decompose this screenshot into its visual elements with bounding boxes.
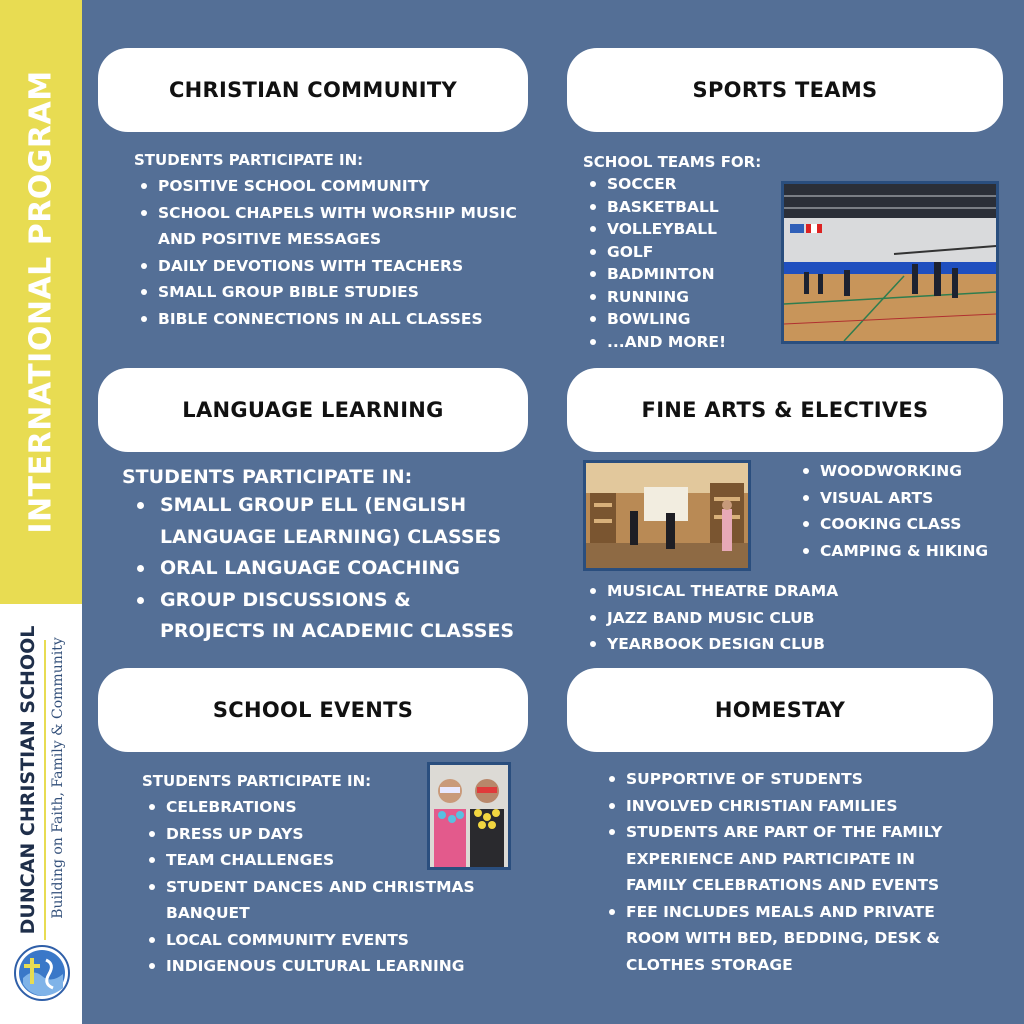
list-item: DAILY DEVOTIONS WITH TEACHERS: [134, 253, 524, 280]
list-item: SMALL GROUP BIBLE STUDIES: [134, 279, 524, 306]
sports-teams-header: SPORTS TEAMS: [567, 48, 1003, 132]
list-item: SUPPORTIVE OF STUDENTS: [602, 766, 972, 793]
volleyball-gym-photo: [781, 181, 999, 344]
sidebar-banner: [0, 0, 82, 604]
homestay-content: [602, 766, 972, 978]
list-item: LOCAL COMMUNITY EVENTS: [142, 927, 492, 954]
list-item: BOWLING: [583, 308, 783, 331]
christian-community-lead: STUDENTS PARTICIPATE IN:: [134, 151, 364, 169]
list-item: SMALL GROUP ELL (ENGLISH LANGUAGE LEARNING) CLASSES: [122, 490, 517, 553]
list-item: VISUAL ARTS: [796, 485, 1006, 512]
dress-up-students-photo: [427, 762, 511, 870]
school-logo-icon: [13, 944, 71, 1002]
homestay-header: HOMESTAY: [567, 668, 993, 752]
list-item: WOODWORKING: [796, 458, 1006, 485]
fine-arts-right-list: [796, 458, 1006, 564]
list-item: STUDENTS ARE PART OF THE FAMILY EXPERIENCE AND PARTICIPATE IN FAMILY CELEBRATIONS AND EVENTS: [602, 819, 972, 899]
list-item: YEARBOOK DESIGN CLUB: [583, 631, 913, 658]
school-events-header: SCHOOL EVENTS: [98, 668, 528, 752]
list-item: ...AND MORE!: [583, 331, 783, 354]
list-item: JAZZ BAND MUSIC CLUB: [583, 605, 913, 632]
list-item: SCHOOL CHAPELS WITH WORSHIP MUSIC AND POSITIVE MESSAGES: [134, 200, 524, 253]
list-item: SOCCER: [583, 173, 783, 196]
list-item: FEE INCLUDES MEALS AND PRIVATE ROOM WITH BED, BEDDING, DESK & CLOTHES STORAGE: [602, 899, 972, 979]
school-events-lead: STUDENTS PARTICIPATE IN:: [142, 772, 372, 790]
list-item: GROUP DISCUSSIONS & PROJECTS IN ACADEMIC CLASSES: [122, 585, 517, 648]
school-name: DUNCAN CHRISTIAN SCHOOL: [17, 625, 39, 935]
language-learning-lead: STUDENTS PARTICIPATE IN:: [122, 466, 413, 488]
list-item: MUSICAL THEATRE DRAMA: [583, 578, 913, 605]
sports-teams-lead: SCHOOL TEAMS FOR:: [583, 153, 762, 171]
list-item: INVOLVED CHRISTIAN FAMILIES: [602, 793, 972, 820]
list-item: ORAL LANGUAGE COACHING: [122, 553, 517, 585]
list-item: STUDENT DANCES AND CHRISTMAS BANQUET: [142, 874, 492, 927]
fine-arts-bottom-list: [583, 578, 913, 658]
christian-community-content: [134, 151, 524, 332]
list-item: VOLLEYBALL: [583, 218, 783, 241]
list-item: RUNNING: [583, 286, 783, 309]
christian-community-header: CHRISTIAN COMMUNITY: [98, 48, 528, 132]
list-item: POSITIVE SCHOOL COMMUNITY: [134, 173, 524, 200]
language-learning-header: LANGUAGE LEARNING: [98, 368, 528, 452]
list-item: GOLF: [583, 241, 783, 264]
list-item: COOKING CLASS: [796, 511, 1006, 538]
list-item: CELEBRATIONS: [142, 794, 492, 821]
woodworking-photo: [583, 460, 751, 571]
program-title: INTERNATIONAL PROGRAM: [23, 70, 59, 534]
list-item: BADMINTON: [583, 263, 783, 286]
list-item: BIBLE CONNECTIONS IN ALL CLASSES: [134, 306, 524, 333]
list-item: TEAM CHALLENGES: [142, 847, 492, 874]
list-item: BASKETBALL: [583, 196, 783, 219]
sports-teams-content: [583, 153, 783, 353]
school-tagline: Building on Faith, Family & Community: [50, 637, 66, 919]
fine-arts-header: FINE ARTS & ELECTIVES: [567, 368, 1003, 452]
list-item: DRESS UP DAYS: [142, 821, 492, 848]
list-item: CAMPING & HIKING: [796, 538, 1006, 565]
divider: [44, 640, 46, 940]
language-learning-content: [122, 466, 517, 648]
list-item: INDIGENOUS CULTURAL LEARNING: [142, 953, 492, 980]
